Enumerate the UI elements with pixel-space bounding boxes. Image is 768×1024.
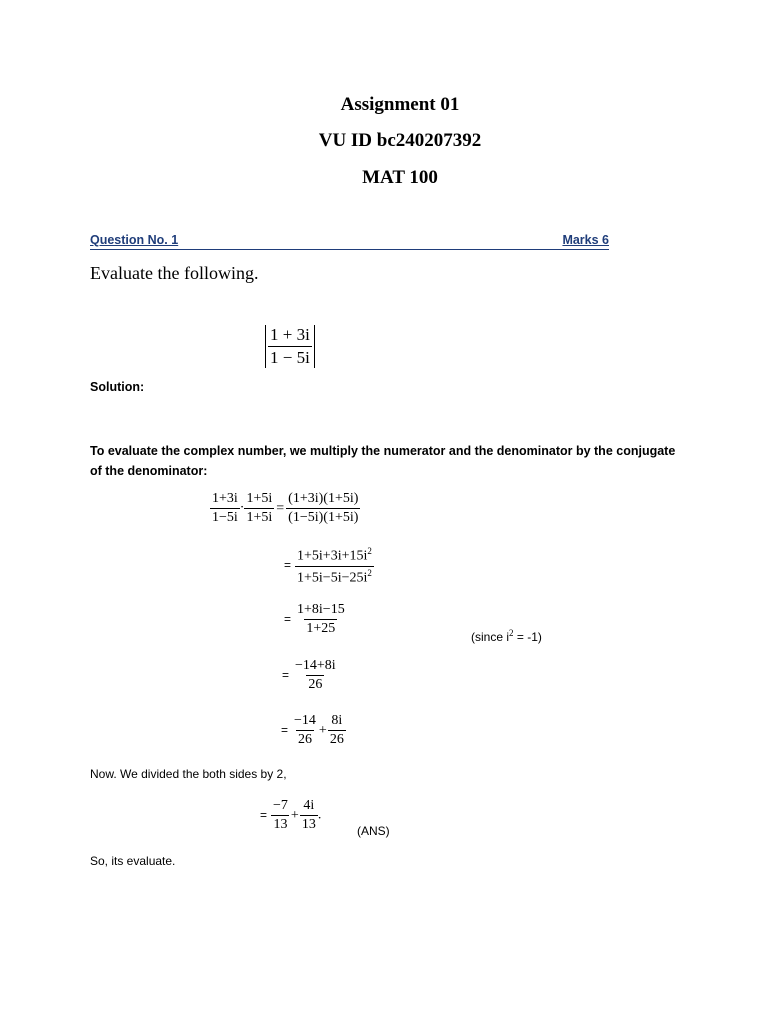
step1-den-a: 1−5i xyxy=(212,510,238,525)
conclusion-text: So, its evaluate. xyxy=(90,854,176,868)
final-den-a: 13 xyxy=(273,817,288,832)
assignment-title: Assignment 01 xyxy=(340,94,460,115)
step-5: = $\frac{-14}{26}$ + $\frac{8i}{26}$ xyxy=(281,713,344,747)
question-number: Question No. 1 xyxy=(90,233,179,247)
step-2: = $\frac{1+5i+3i+15i^2}{1+5i-5i-25i^2}$ xyxy=(284,546,372,586)
step1-den-b: 1+5i xyxy=(246,510,273,525)
step-3: = $\frac{1+8i-15}{1+25}$ xyxy=(284,602,345,636)
step5-num-a: −14 xyxy=(294,713,316,728)
step1-num-a: 1+3i xyxy=(212,491,238,506)
course-code: MAT 100 xyxy=(362,167,438,188)
question-marks: Marks 6 xyxy=(562,233,609,247)
divide-text: Now. We divided the both sides by 2, xyxy=(90,767,287,781)
final-den-b: 13 xyxy=(301,817,316,832)
step5-num-b: 8i xyxy=(331,713,343,728)
expression-denominator: 1 − 5i xyxy=(270,348,310,367)
solution-intro: To evaluate the complex number, we multiply the numerator and the denominator by the conjugate of the denominator: xyxy=(90,444,676,478)
final-num-b: 4i xyxy=(303,798,315,813)
since-note-end: = -1) xyxy=(516,630,542,644)
final-answer: = $\frac{-7}{13}$ + $\frac{4i}{13}$ . xyxy=(260,798,322,832)
since-note: (since $i^2 = -1$) xyxy=(471,628,542,644)
step-4: = $\frac{-14+8i}{26}$ xyxy=(282,658,336,692)
step1-den-c: (1−5i)(1+5i) xyxy=(288,510,359,525)
step4-den: 26 xyxy=(308,677,323,692)
vu-id: VU ID bc240207392 xyxy=(318,130,482,151)
ans-label: (ANS) xyxy=(357,824,390,838)
step1-num-b: 1+5i xyxy=(246,491,273,506)
question-prompt: Evaluate the following. xyxy=(90,263,259,283)
step5-den-b: 26 xyxy=(329,732,344,747)
since-note-text: (since i xyxy=(471,630,510,644)
step2-den: 1+5i−5i−25i xyxy=(297,570,368,586)
question-header xyxy=(90,233,609,250)
modulus-expression xyxy=(265,325,315,368)
step5-den-a: 26 xyxy=(297,732,312,747)
step3-den: 1+25 xyxy=(306,621,336,636)
solution-heading: Solution: xyxy=(90,380,145,394)
step4-num: −14+8i xyxy=(295,658,336,673)
step1-num-c: (1+3i)(1+5i) xyxy=(288,491,359,506)
expression-numerator: 1 + 3i xyxy=(270,325,310,344)
step2-num: 1+5i+3i+15i xyxy=(297,548,368,564)
final-num-a: −7 xyxy=(273,798,288,813)
step-1: $\frac{1+3i}{1-5i}$ · $\frac{1+5i}{1+5i}$ = $\frac{(1+3i)(1+5i)}{(1-5i)(1+5i)}$ xyxy=(212,491,359,525)
step3-num: 1+8i−15 xyxy=(297,602,345,617)
